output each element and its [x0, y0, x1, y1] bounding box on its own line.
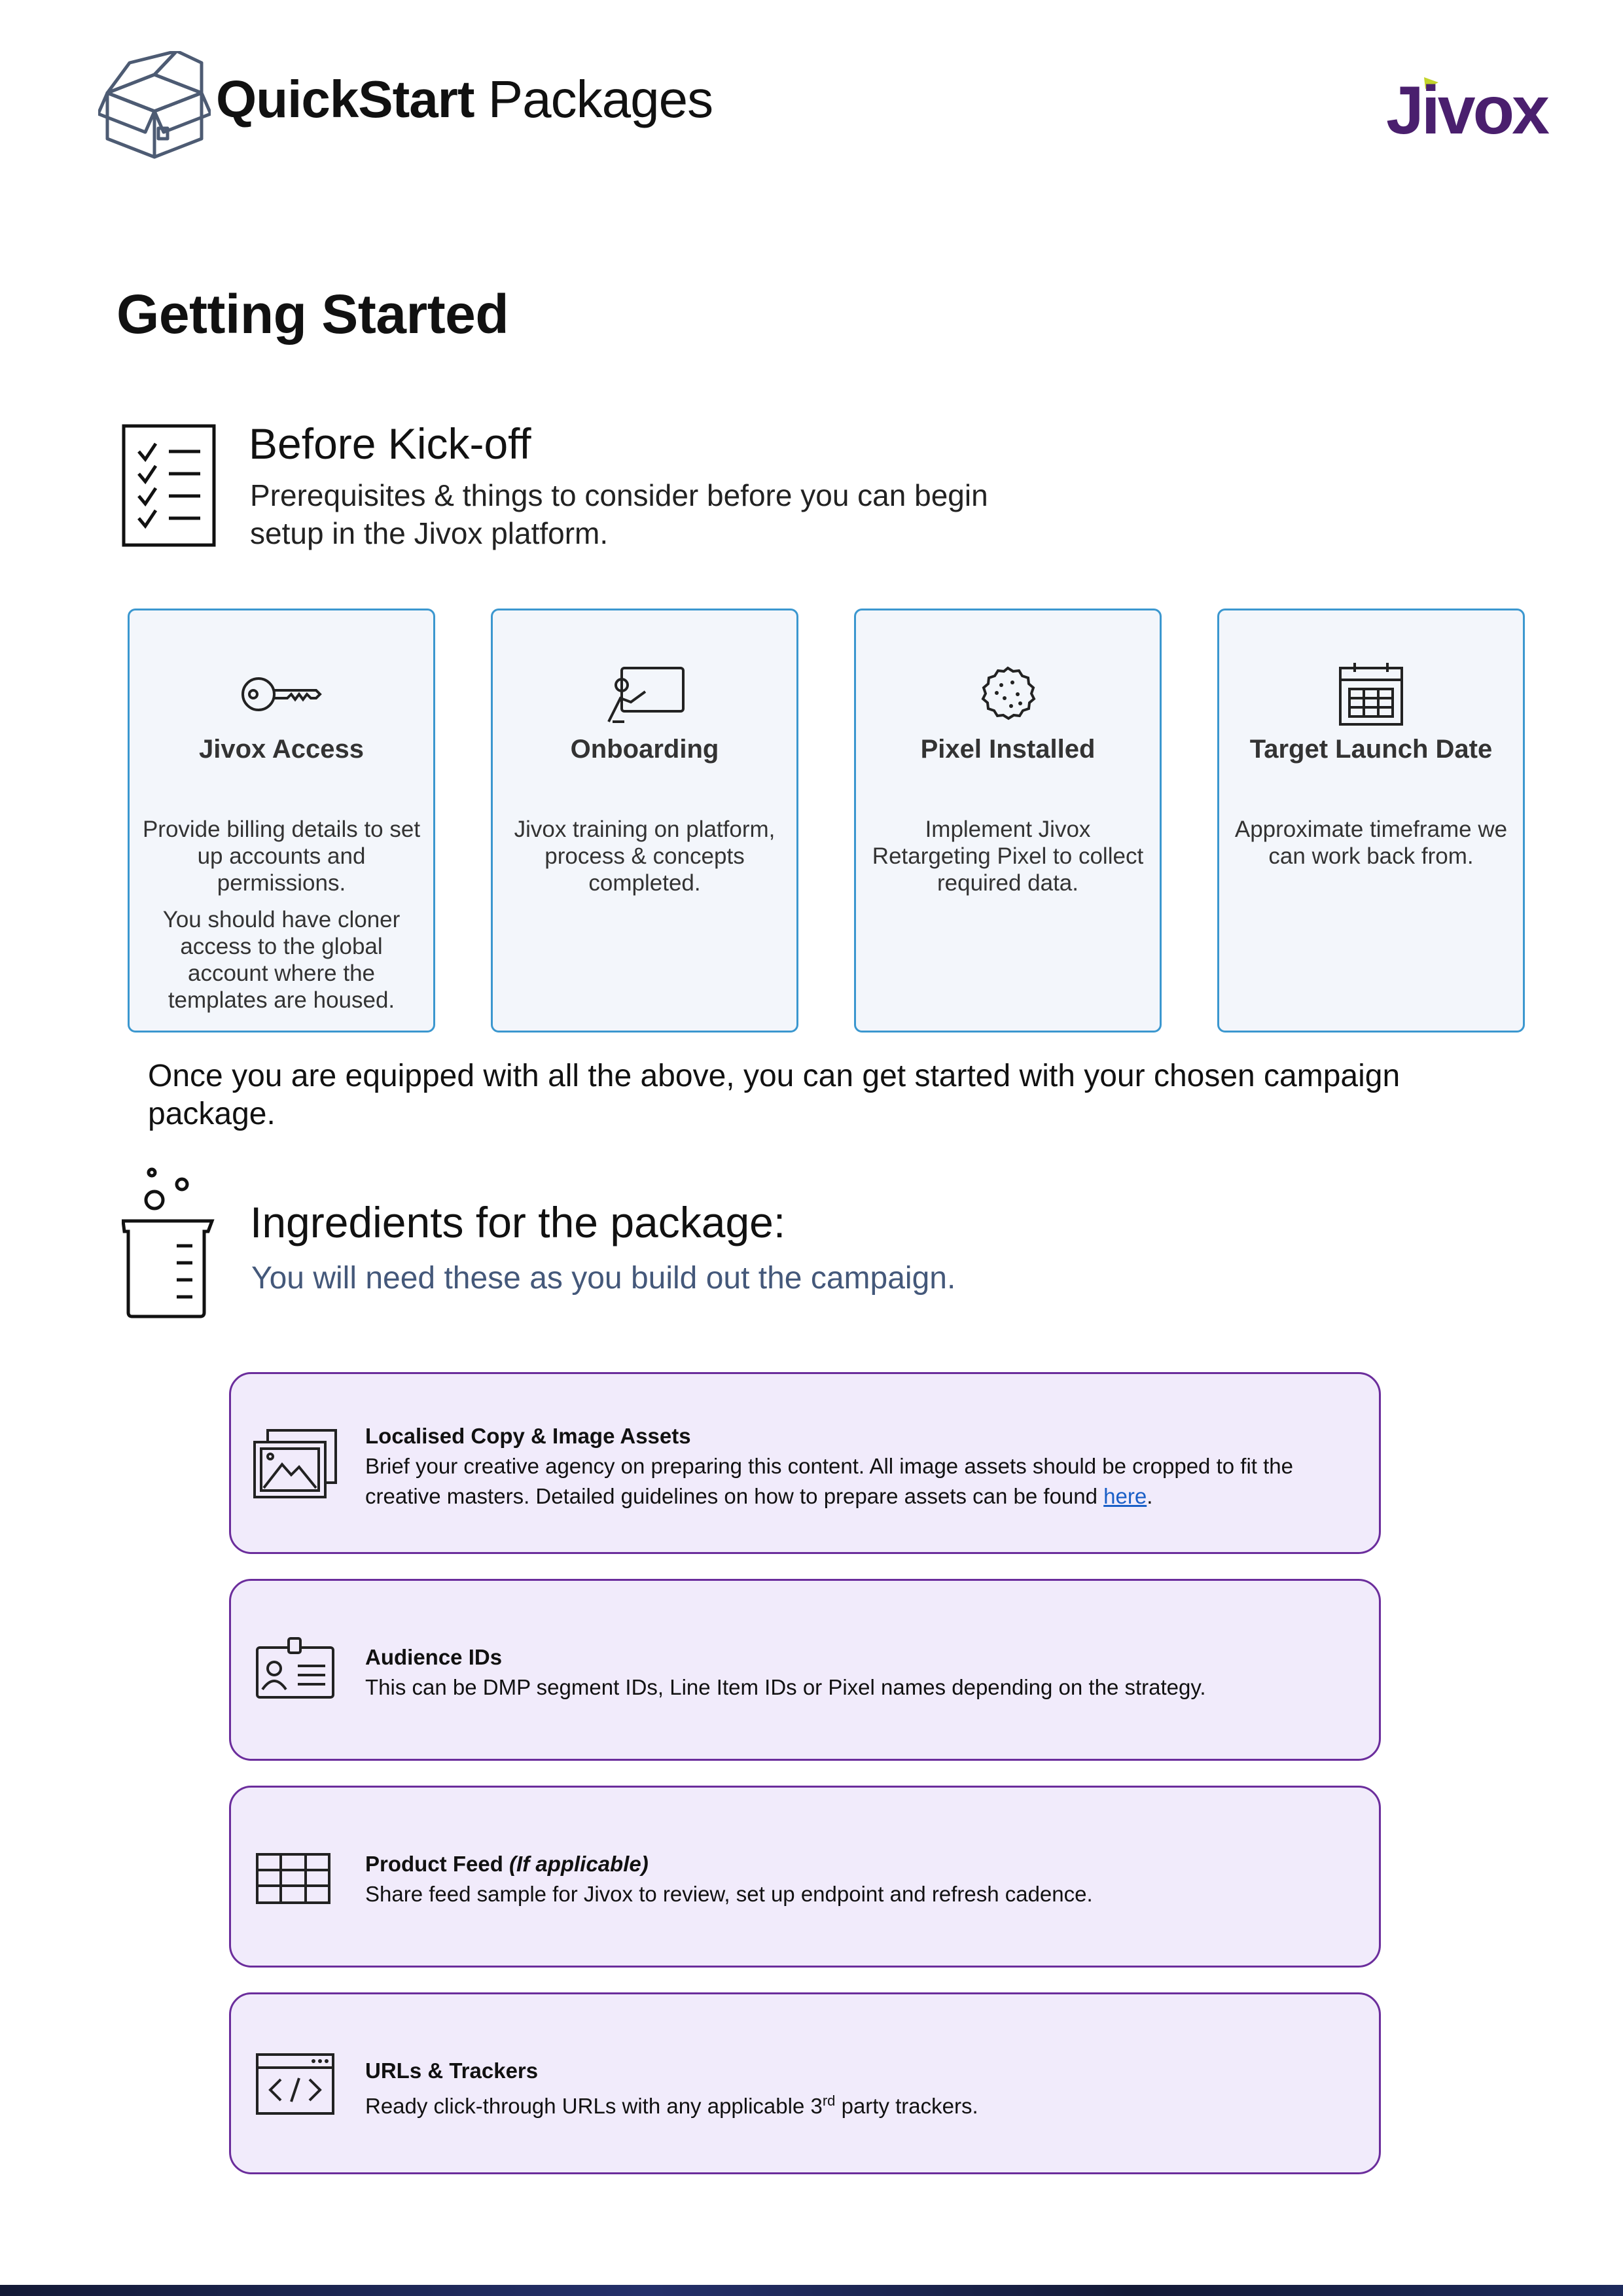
ingredient-card-assets — [229, 1372, 1381, 1554]
prereq-description-extra: You should have cloner access to the global account where the templates are housed. — [162, 907, 401, 1013]
ingredient-description-text: Ready click-through URLs with any applicable 3 — [365, 2094, 823, 2118]
ingredient-title-note: (If applicable) — [509, 1852, 649, 1876]
prereq-description: Jivox training on platform, process & concepts completed. — [514, 817, 776, 896]
ingredient-title-row — [365, 1849, 1353, 1879]
ingredient-text — [365, 1642, 1353, 1703]
ingredient-description — [365, 1451, 1353, 1511]
ingredient-card-urls-trackers — [229, 1992, 1381, 2174]
prereq-card-pixel-installed — [854, 609, 1162, 1033]
ingredient-description: Share feed sample for Jivox to review, set up endpoint and refresh cadence. — [365, 1882, 1093, 1906]
ingredient-text — [365, 2056, 1353, 2121]
prereq-title: Target Launch Date — [1249, 735, 1493, 764]
ingredient-description-sup: rd — [822, 2093, 836, 2109]
ingredient-title: URLs & Trackers — [365, 2058, 539, 2083]
ingredient-card-audience-ids — [229, 1579, 1381, 1761]
beaker-icon — [122, 1167, 219, 1319]
id-card-icon — [252, 1634, 338, 1706]
brand-title — [216, 70, 713, 128]
brand-title-bold: QuickStart — [216, 70, 474, 128]
ingredient-description — [365, 2086, 1353, 2121]
prereq-title: Onboarding — [570, 735, 719, 764]
key-icon — [239, 662, 324, 727]
table-grid-icon — [252, 1841, 338, 1913]
calendar-icon — [1329, 662, 1414, 727]
ingredient-description-end: party trackers. — [835, 2094, 978, 2118]
image-assets-icon — [252, 1428, 338, 1500]
equipped-note: Once you are equipped with all the above, you can get started with your chosen campaign package. — [148, 1059, 1400, 1131]
cookie-icon — [965, 662, 1050, 727]
guidelines-link[interactable]: here — [1103, 1484, 1147, 1508]
prereq-card-jivox-access — [128, 609, 435, 1033]
prereq-description: Provide billing details to set up accounts and permissions. — [142, 817, 421, 896]
ingredient-card-product-feed — [229, 1786, 1381, 1968]
kickoff-heading: Before Kick-off — [249, 419, 531, 468]
footer-bar — [0, 2285, 1623, 2296]
ingredients-heading: Ingredients for the package: — [250, 1198, 786, 1246]
kickoff-description: Prerequisites & things to consider before you can begin setup in the Jivox platform. — [250, 478, 988, 550]
ingredient-title: Product Feed — [365, 1852, 503, 1876]
open-box-icon — [98, 51, 211, 160]
ingredient-description: This can be DMP segment IDs, Line Item IDs or Pixel names depending on the strategy. — [365, 1675, 1206, 1699]
prereq-description: Implement Jivox Retargeting Pixel to collect required data. — [872, 817, 1144, 896]
jivox-logo — [1386, 73, 1569, 145]
ingredients-subtitle: You will need these as you build out the campaign. — [251, 1261, 956, 1296]
code-window-icon — [252, 2048, 338, 2120]
checklist-icon — [122, 424, 217, 548]
prereq-title: Jivox Access — [198, 735, 365, 764]
ingredient-description-end: . — [1147, 1484, 1153, 1508]
prereq-card-target-launch-date — [1217, 609, 1525, 1033]
ingredient-title: Audience IDs — [365, 1645, 503, 1669]
ingredient-text — [365, 1849, 1353, 1909]
ingredient-text — [365, 1421, 1353, 1511]
prereq-title: Pixel Installed — [920, 735, 1096, 764]
ingredient-title: Localised Copy & Image Assets — [365, 1424, 691, 1448]
brand-title-light: Packages — [474, 70, 713, 128]
page-title: Getting Started — [116, 283, 509, 345]
presentation-icon — [602, 662, 687, 727]
ingredient-description-text: Brief your creative agency on preparing this content. All image assets should be cropped to fit the creative masters. Detailed guidelines on how to prepare assets can be found — [365, 1454, 1293, 1508]
prereq-description: Approximate timeframe we can work back from. — [1234, 817, 1508, 869]
logo-wordmark: Jivox — [1386, 73, 1547, 145]
prereq-card-onboarding — [491, 609, 798, 1033]
